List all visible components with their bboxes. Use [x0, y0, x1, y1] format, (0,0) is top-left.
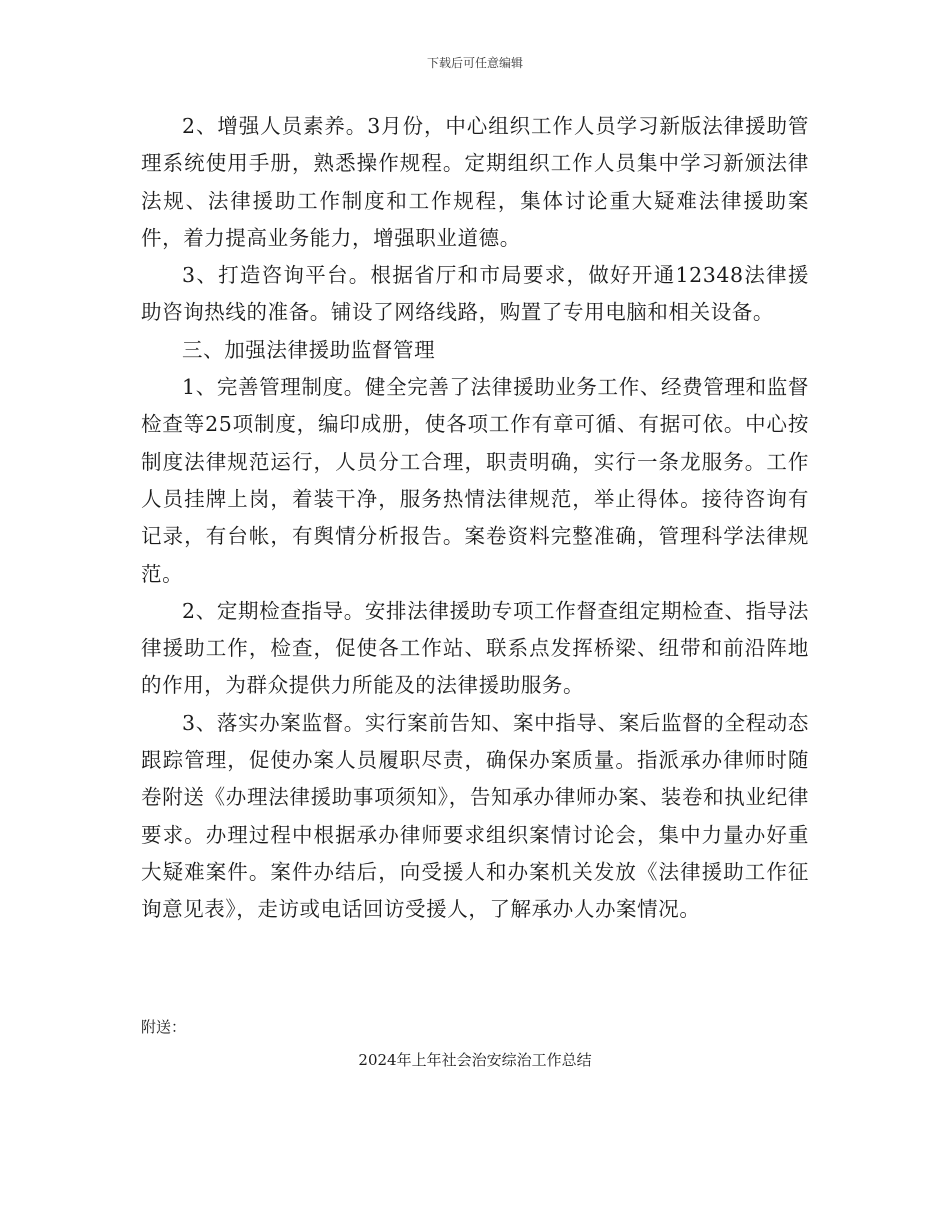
appendix-label: 附送：	[141, 1018, 187, 1036]
paragraph-case-supervision: 3、落实办案监督。实行案前告知、案中指导、案后监督的全程动态跟踪管理，促使办案人员履职尽责，确保办案质量。指派承办律师时随卷附送《办理法律援助事项须知》，告知承办律师办案、装卷和执业纪律要求。办理过程中根据承办律师要求组织案情讨论会，集中力量办好重大疑难案件。案件办结后，向受援人和办案机关发放《法律援助工作征询意见表》，走访或电话回访受援人，了解承办人办案情况。	[141, 710, 809, 922]
page-header-note: 下载后可任意编辑	[426, 56, 523, 70]
paragraph-staff-quality: 2、增强人员素养。3月份，中心组织工作人员学习新版法律援助管理系统使用手册，熟悉操作规程。定期组织工作人员集中学习新颁法律法规、法律援助工作制度和工作规程，集体讨论重大疑难法律援助案件，着力提高业务能力，增强职业道德。	[141, 114, 809, 250]
document-body	[141, 108, 809, 929]
paragraph-inspection-guidance: 2、定期检查指导。安排法律援助专项工作督查组定期检查、指导法律援助工作，检查，促使各工作站、联系点发挥桥梁、纽带和前沿阵地的作用，为群众提供力所能及的法律援助服务。	[141, 598, 809, 698]
paragraph-consult-platform: 3、打造咨询平台。根据省厅和市局要求，做好开通12348法律援助咨询热线的准备。铺设了网络线路，购置了专用电脑和相关设备。	[141, 263, 809, 325]
appendix-title: 2024年上年社会治安综治工作总结	[358, 1051, 592, 1069]
paragraph-management-system: 1、完善管理制度。健全完善了法律援助业务工作、经费管理和监督检查等25项制度，编印成册，使各项工作有章可循、有据可依。中心按制度法律规范运行，人员分工合理，职责明确，实行一条龙服务。工作人员挂牌上岗，着装干净，服务热情法律规范，举止得体。接待咨询有记录，有台帐，有舆情分析报告。案卷资料完整准确，管理科学法律规范。	[141, 375, 809, 586]
section-heading-supervision: 三、加强法律援助监督管理	[182, 337, 436, 362]
